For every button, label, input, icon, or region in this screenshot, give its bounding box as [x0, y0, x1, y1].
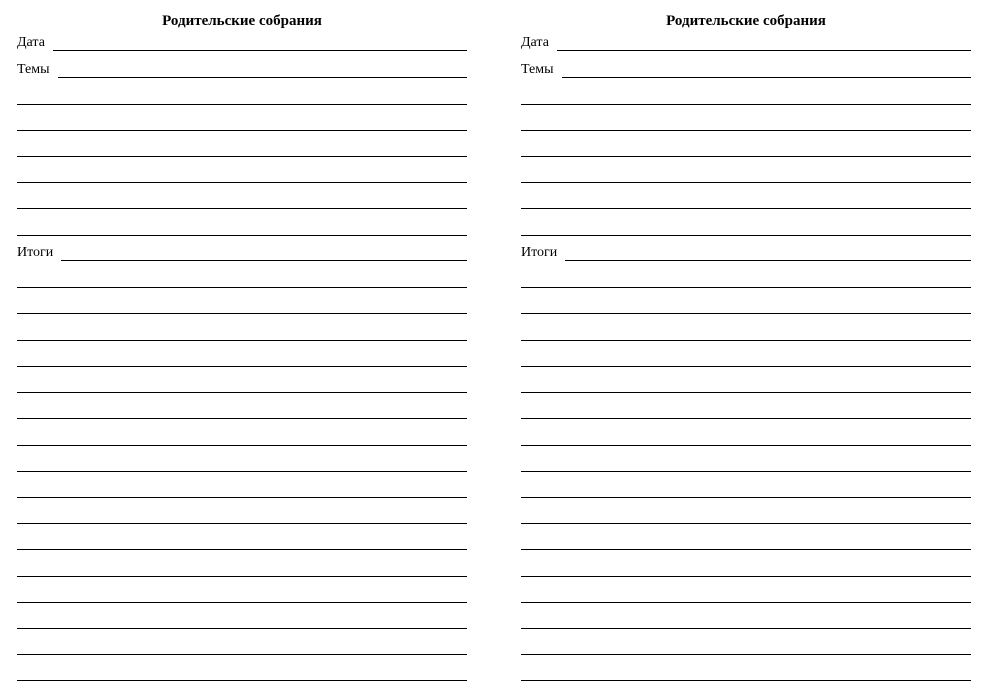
- results-blank-line[interactable]: [521, 445, 971, 446]
- topics-row: [521, 61, 971, 79]
- topics-blank-line[interactable]: [521, 208, 971, 209]
- results-blank-line[interactable]: [17, 576, 467, 577]
- results-blank-line[interactable]: [521, 523, 971, 524]
- results-blank-line[interactable]: [17, 654, 467, 655]
- results-label: Итоги: [521, 245, 558, 260]
- topics-blank-line[interactable]: [521, 156, 971, 157]
- topics-blank-line[interactable]: [17, 208, 467, 209]
- results-blank-line[interactable]: [521, 680, 971, 681]
- results-blank-line[interactable]: [17, 628, 467, 629]
- results-blank-line[interactable]: [521, 497, 971, 498]
- results-field-line[interactable]: [565, 260, 971, 261]
- results-blank-line[interactable]: [521, 471, 971, 472]
- results-blank-line[interactable]: [521, 313, 971, 314]
- results-blank-line[interactable]: [521, 576, 971, 577]
- right-page: [521, 0, 971, 697]
- results-blank-line[interactable]: [521, 392, 971, 393]
- results-blank-line[interactable]: [17, 471, 467, 472]
- topics-field-line[interactable]: [58, 77, 468, 78]
- results-blank-line[interactable]: [521, 549, 971, 550]
- results-blank-line[interactable]: [17, 445, 467, 446]
- date-field-line[interactable]: [53, 50, 467, 51]
- results-blank-line[interactable]: [17, 287, 467, 288]
- results-blank-line[interactable]: [17, 549, 467, 550]
- topics-row: [17, 61, 467, 79]
- date-label: Дата: [521, 35, 549, 50]
- topics-blank-line[interactable]: [521, 130, 971, 131]
- topics-blank-line[interactable]: [521, 182, 971, 183]
- results-label: Итоги: [17, 245, 54, 260]
- topics-blank-line[interactable]: [521, 235, 971, 236]
- results-blank-line[interactable]: [17, 340, 467, 341]
- results-row: [17, 244, 467, 262]
- results-blank-line[interactable]: [521, 287, 971, 288]
- results-blank-line[interactable]: [17, 602, 467, 603]
- results-blank-line[interactable]: [521, 654, 971, 655]
- page-title: Родительские собрания: [162, 13, 322, 29]
- topics-blank-line[interactable]: [17, 235, 467, 236]
- date-row: [521, 34, 971, 52]
- results-blank-line[interactable]: [521, 628, 971, 629]
- results-blank-line[interactable]: [521, 418, 971, 419]
- left-page: [17, 0, 467, 697]
- date-label: Дата: [17, 35, 45, 50]
- topics-field-line[interactable]: [562, 77, 972, 78]
- results-row: [521, 244, 971, 262]
- results-blank-line[interactable]: [521, 366, 971, 367]
- topics-blank-line[interactable]: [17, 156, 467, 157]
- date-row: [17, 34, 467, 52]
- topics-blank-line[interactable]: [521, 104, 971, 105]
- results-blank-line[interactable]: [17, 523, 467, 524]
- page-title: Родительские собрания: [666, 13, 826, 29]
- results-blank-line[interactable]: [17, 392, 467, 393]
- results-blank-line[interactable]: [17, 366, 467, 367]
- topics-label: Темы: [521, 62, 554, 77]
- results-blank-line[interactable]: [17, 497, 467, 498]
- results-field-line[interactable]: [61, 260, 467, 261]
- date-field-line[interactable]: [557, 50, 971, 51]
- results-blank-line[interactable]: [17, 418, 467, 419]
- topics-blank-line[interactable]: [17, 130, 467, 131]
- results-blank-line[interactable]: [521, 340, 971, 341]
- topics-label: Темы: [17, 62, 50, 77]
- results-blank-line[interactable]: [17, 313, 467, 314]
- results-blank-line[interactable]: [17, 680, 467, 681]
- topics-blank-line[interactable]: [17, 182, 467, 183]
- results-blank-line[interactable]: [521, 602, 971, 603]
- topics-blank-line[interactable]: [17, 104, 467, 105]
